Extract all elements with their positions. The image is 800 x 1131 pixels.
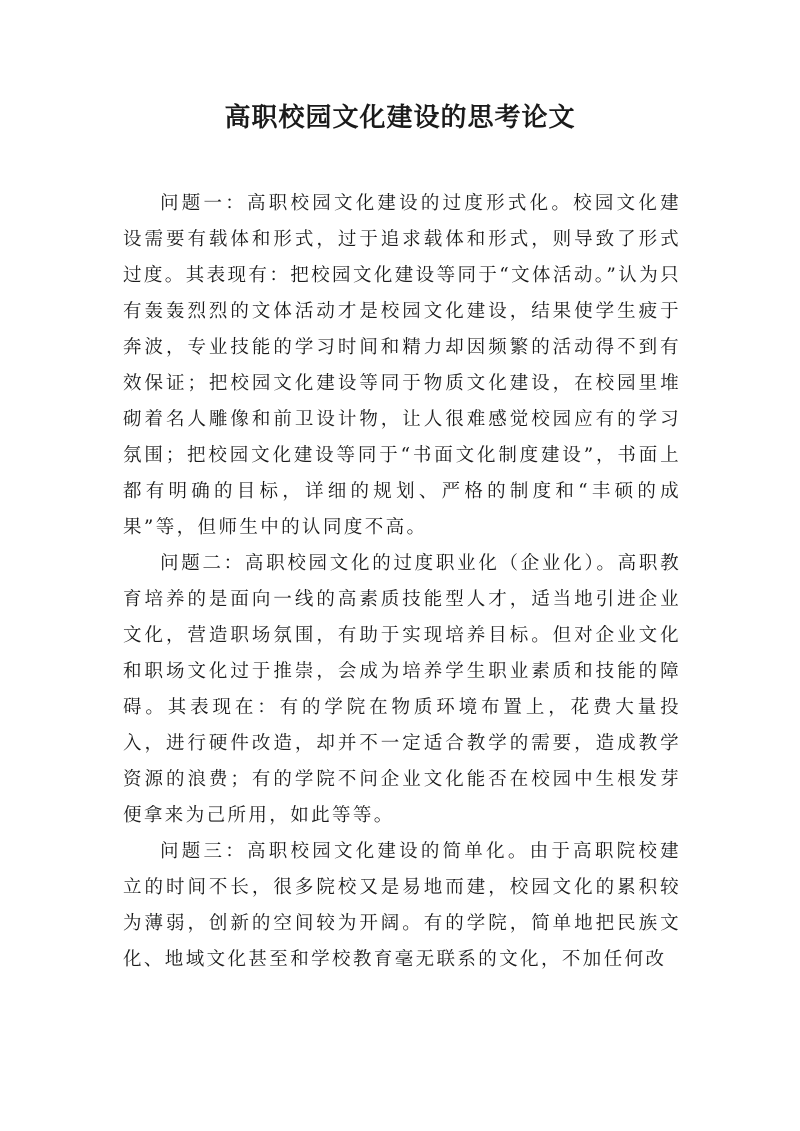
paragraph-problem-one: 问题一：高职校园文化建设的过度形式化。校园文化建设需要有载体和形式，过于追求载体和形式，则导致了形式过度。其表现有：把校园文化建设等同于“文体活动。”认为只有轰轰烈烈的文体活动才是校园文化建设，结果使学生疲于奔波，专业技能的学习时间和精力却因频繁的活动得不到有效保证；把校园文化建设等同于物质文化建设，在校园里堆砌着名人雕像和前卫设计物，让人很难感觉校园应有的学习氛围；把校园文化建设等同于“书面文化制度建设”，书面上都有明确的目标，详细的规划、严格的制度和“丰硕的成果”等，但师生中的认同度不高。 [123,193,681,538]
document-body [123,186,681,978]
paragraph-problem-two: 问题二：高职校园文化的过度职业化（企业化）。高职教育培养的是面向一线的高素质技能型人才，适当地引进企业文化，营造职场氛围，有助于实现培养目标。但对企业文化和职场文化过于推崇，会成为培养学生职业素质和技能的障碍。其表现在：有的学院在物质环境布置上，花费大量投入，进行硬件改造，却并不一定适合教学的需要，造成教学资源的浪费；有的学院不问企业文化能否在校园中生根发芽便拿来为己所用，如此等等。 [123,553,681,826]
paragraph-problem-three: 问题三：高职校园文化建设的简单化。由于高职院校建立的时间不长，很多院校又是易地而建，校园文化的累积较为薄弱，创新的空间较为开阔。有的学院，简单地把民族文化、地域文化甚至和学校教育毫无联系的文化，不加任何改 [123,841,681,970]
document-title: 高职校园文化建设的思考论文 [224,103,576,133]
